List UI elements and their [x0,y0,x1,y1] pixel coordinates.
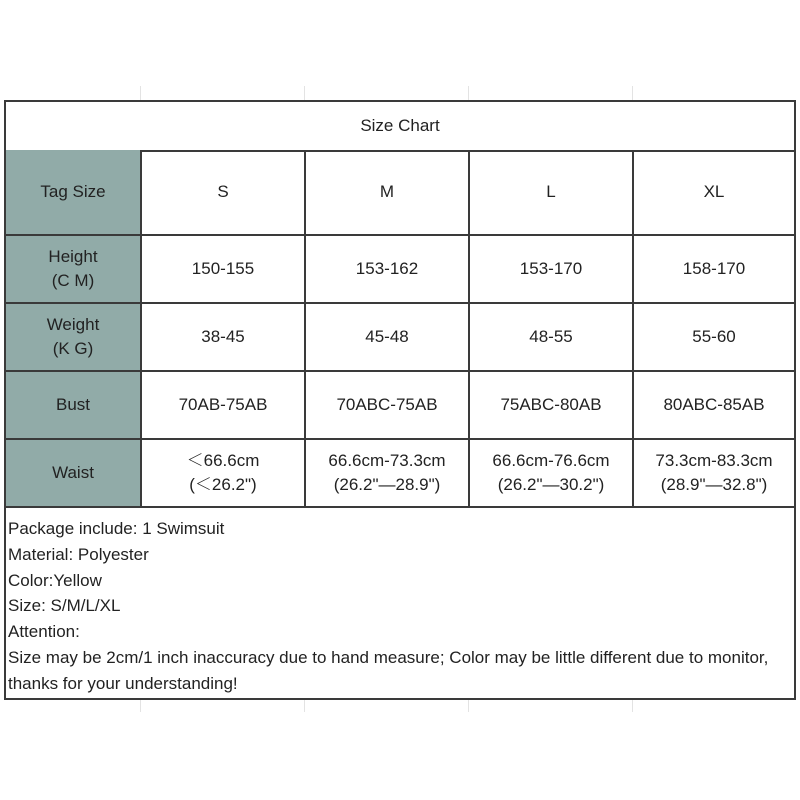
table-cell [141,303,305,371]
gridline-stub [140,86,141,100]
cell-value: 80ABC-85AB [663,395,765,414]
cell-value: 48-55 [529,327,573,346]
table-header-row [6,150,794,235]
table-cell [469,235,633,303]
row-label-line1: Bust [55,395,91,414]
cell-value-inches: (26.2"—28.9") [333,475,441,494]
table-cell [141,439,305,507]
color-note: Color:Yellow [8,570,102,590]
row-label-bust [6,371,141,439]
table-cell [469,303,633,371]
cell-value: 70AB-75AB [178,395,268,414]
table-cell [305,371,469,439]
size-note: Size: S/M/L/XL [8,596,121,616]
row-label-line1: Height [48,247,98,266]
material-note: Material: Polyester [8,544,149,564]
cell-value: 158-170 [682,259,746,278]
cell-value: 66.6cm-76.6cm [492,451,610,470]
gridline-stub [140,700,141,712]
cell-value: 150-155 [191,259,255,278]
gridline-stub [632,86,633,100]
table-row-bust [6,371,794,439]
cell-value: 38-45 [201,327,245,346]
cell-value-inches: (26.2"—30.2") [497,475,605,494]
table-row-height [6,235,794,303]
chart-title: Size Chart [6,102,794,152]
table-cell [305,235,469,303]
table-cell [469,439,633,507]
gridline-stub [632,700,633,712]
gridline-stub [468,700,469,712]
table-cell [633,235,794,303]
cell-value: 75ABC-80AB [500,395,602,414]
cell-value-inches: (＜26.2") [189,475,257,494]
gridline-stub [304,700,305,712]
size-table [6,150,794,508]
cell-value: 45-48 [365,327,409,346]
row-label-waist [6,439,141,507]
row-label-height [6,235,141,303]
cell-value: 55-60 [692,327,736,346]
table-row-weight [6,303,794,371]
table-cell [305,303,469,371]
table-cell [469,371,633,439]
size-header-s: S [141,150,305,235]
row-label-line2: (K G) [52,339,94,358]
row-label-line1: Waist [52,463,94,482]
cell-value: ＜66.6cm [186,451,260,470]
cell-value: 153-162 [355,259,419,278]
disclaimer-note: Size may be 2cm/1 inch inaccuracy due to hand measure; Color may be little different due to monitor, thanks for your understanding! [8,647,769,693]
row-label-weight [6,303,141,371]
tag-size-header: Tag Size [6,150,141,235]
table-cell [633,371,794,439]
cell-value: 70ABC-75AB [336,395,438,414]
gridline-stub [468,86,469,100]
package-note: Package include: 1 Swimsuit [8,519,225,538]
cell-value: 66.6cm-73.3cm [328,451,446,470]
size-header-xl: XL [633,150,794,235]
cell-value-inches: (28.9"—32.8") [660,475,768,494]
cell-value: 153-170 [519,259,583,278]
attention-heading: Attention: [8,622,80,642]
table-cell [633,439,794,507]
gridline-stub [304,86,305,100]
table-cell [141,235,305,303]
row-label-line1: Weight [46,315,100,334]
table-row-waist [6,439,794,507]
table-cell [305,439,469,507]
size-header-m: M [305,150,469,235]
table-cell [633,303,794,371]
product-notes [6,510,794,697]
size-header-l: L [469,150,633,235]
size-chart [4,100,796,700]
table-cell [141,371,305,439]
row-label-line2: (C M) [51,271,95,290]
cell-value: 73.3cm-83.3cm [655,451,773,470]
